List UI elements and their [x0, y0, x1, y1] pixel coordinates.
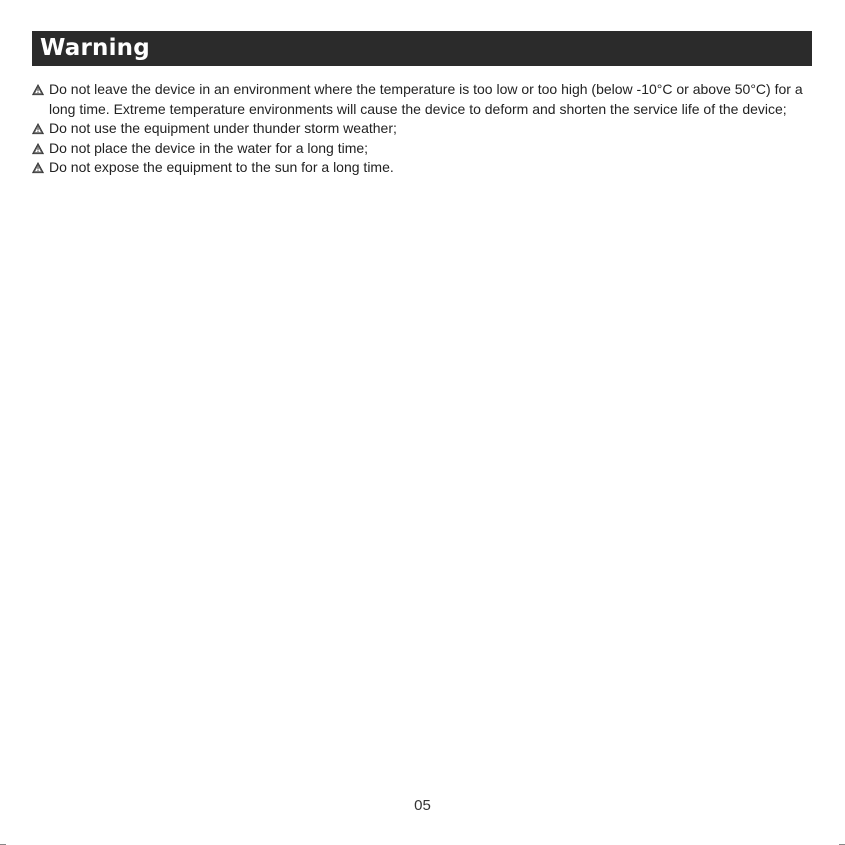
- section-header-bar: [32, 31, 812, 66]
- warning-text: Do not use the equipment under thunder storm weather;: [49, 120, 397, 136]
- warning-triangle-icon: [32, 162, 44, 174]
- warning-item: [32, 80, 832, 119]
- warning-text: Do not expose the equipment to the sun for a long time.: [49, 159, 394, 175]
- warning-triangle-icon: [32, 84, 44, 96]
- warning-list: [32, 80, 832, 178]
- warning-item: [32, 158, 832, 178]
- section-title: Warning: [40, 35, 150, 61]
- warning-triangle-icon: [32, 143, 44, 155]
- warning-triangle-icon: [32, 123, 44, 135]
- warning-item: [32, 119, 832, 139]
- warning-text: Do not place the device in the water for a long time;: [49, 139, 369, 156]
- page-number: 05: [414, 797, 431, 814]
- warning-item: [32, 139, 832, 159]
- warning-text: Do not leave the device in an environment where the temperature is too low or too high (below -10°C or above 50°C) for a long time. Extreme temperature environments will cause the device to deform and shorten the service life of the device;: [49, 81, 803, 117]
